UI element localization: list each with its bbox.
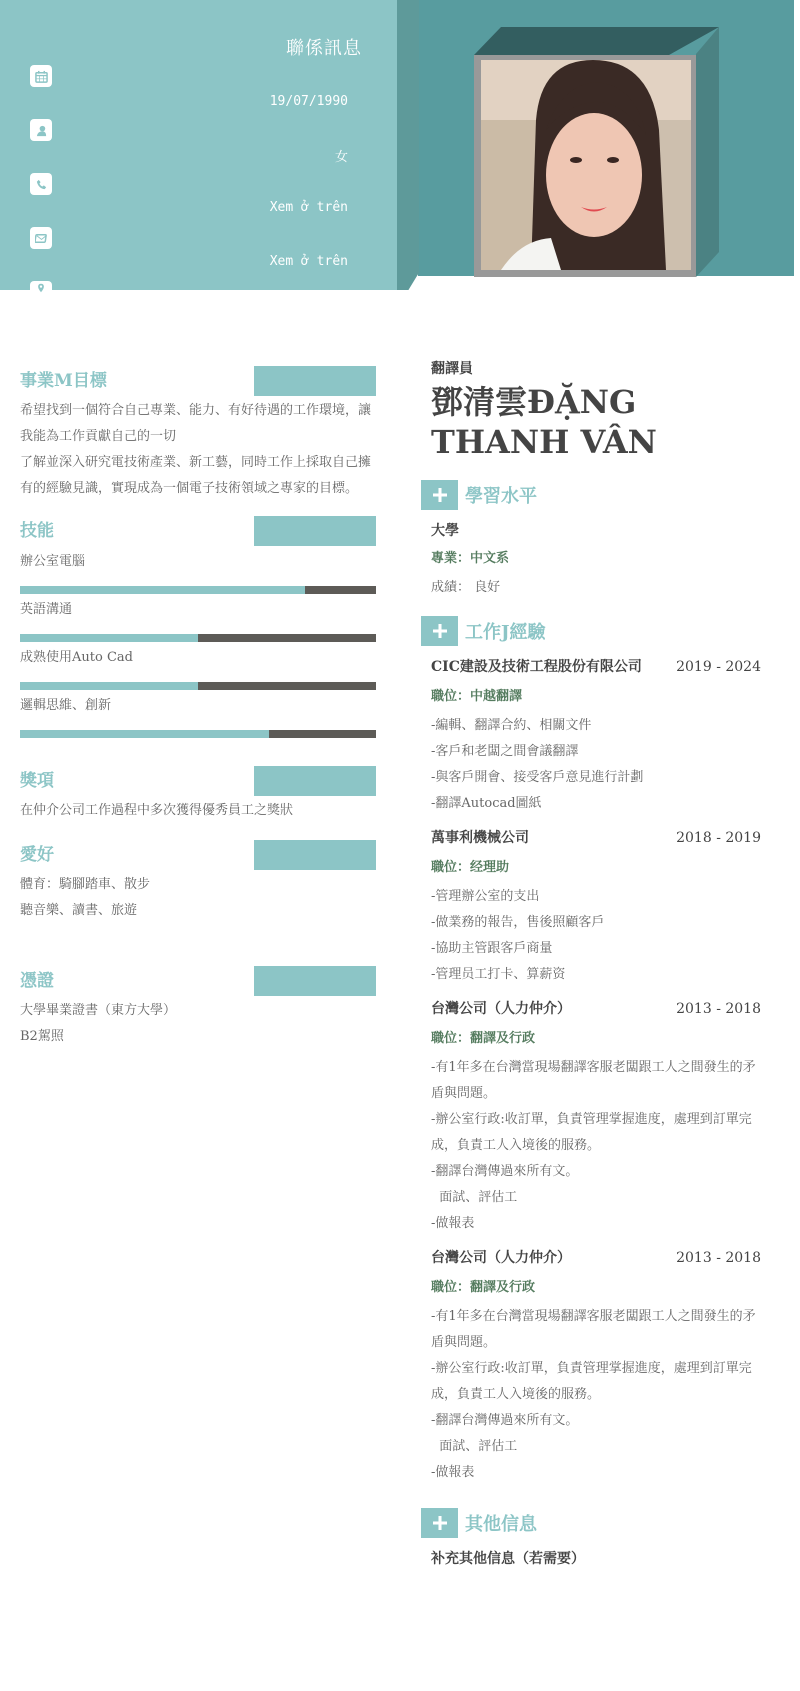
job-header xyxy=(431,656,761,678)
location-icon xyxy=(30,281,52,290)
experience-title: 工作J經驗 xyxy=(465,622,546,643)
other-text: 补充其他信息（若需要） xyxy=(431,1551,585,1567)
job-duties xyxy=(431,713,761,817)
skill-fill xyxy=(20,730,269,738)
hobby-line: 聽音樂、讀書、旅遊 xyxy=(20,903,138,918)
job-position: 職位：中越翻譯 xyxy=(431,689,523,704)
phone-icon xyxy=(30,173,52,195)
job-entry xyxy=(421,827,761,988)
skill-bar xyxy=(20,682,376,690)
education-title: 學習水平 xyxy=(465,486,537,507)
job-duties xyxy=(431,1055,761,1237)
job-duty: -翻譯Autocad圖紙 xyxy=(431,796,542,811)
job-duty: -有1年多在台灣當現場翻譯客服老闆跟工人之間發生的矛盾與問題。 xyxy=(431,1060,756,1101)
job-duty: -辦公室行政:收訂單，負責管理掌握進度，處理到訂單完成，負責工人入境後的服務。 xyxy=(431,1112,752,1153)
skill-fill xyxy=(20,634,198,642)
objective-section xyxy=(20,366,376,502)
email-icon xyxy=(30,227,52,249)
section-title-bar xyxy=(254,966,376,996)
job-duty: -協助主管跟客戶商量 xyxy=(431,941,553,956)
job-entry xyxy=(421,656,761,817)
hobby-line: 體育：騎腳踏車、散步 xyxy=(20,877,151,892)
skill-bar xyxy=(20,634,376,642)
job-header xyxy=(431,1247,761,1269)
calendar-icon xyxy=(30,65,52,87)
job-position: 職位：经理助 xyxy=(431,860,510,875)
job-dates: 2013 - 2018 xyxy=(676,1001,761,1017)
certificate-line: 大學畢業證書（東方大學） xyxy=(20,1003,177,1018)
education-school: 大學 xyxy=(431,523,459,539)
skill-bar xyxy=(20,730,376,738)
skill-label: 英語溝通 xyxy=(20,602,73,617)
section-title-bar xyxy=(254,766,376,796)
job-company: 萬事利機械公司 xyxy=(431,830,529,846)
hobbies-section xyxy=(20,840,376,924)
plus-icon xyxy=(421,616,458,646)
certificate-line: B2駕照 xyxy=(20,1029,64,1044)
skill-bar xyxy=(20,586,376,594)
education-major: 專業：中文系 xyxy=(431,551,510,566)
job-duty: -翻譯台灣傳過來所有文。 xyxy=(431,1164,579,1179)
skill-label: 成熟使用Auto Cad xyxy=(20,650,133,665)
education-header xyxy=(421,480,761,510)
email-value: Xem ở trên xyxy=(269,254,348,269)
skill-label: 邏輯思維、創新 xyxy=(20,698,112,713)
birthdate-value: 19/07/1990 xyxy=(269,94,348,109)
job-duty: -做報表 xyxy=(431,1465,475,1480)
job-duty: -管理员工打卡、算薪资 xyxy=(431,967,566,982)
job-duty: -辦公室行政:收訂單，負責管理掌握進度，處理到訂單完成，負責工人入境後的服務。 xyxy=(431,1361,752,1402)
awards-title: 獎項 xyxy=(20,771,54,791)
job-position: 職位：翻譯及行政 xyxy=(431,1280,536,1295)
objective-line: 了解並深入研究電技術產業、新工藝，同時工作上採取自己擁有的經驗見識，實現成為一個電子技術領域之專家的目標。 xyxy=(20,455,372,496)
job-company: 台灣公司（人力仲介） xyxy=(431,1001,571,1017)
plus-icon xyxy=(421,480,458,510)
skill-fill xyxy=(20,682,198,690)
job-entry xyxy=(421,1247,761,1486)
job-position: 職位：翻譯及行政 xyxy=(431,1031,536,1046)
certificates-title: 憑證 xyxy=(20,971,54,991)
hobbies-title: 愛好 xyxy=(20,845,54,865)
objective-title: 事業M目標 xyxy=(20,371,107,391)
phone-value: Xem ở trên xyxy=(269,200,348,215)
job-duty: -與客戶開會、接受客戶意見進行計劃 xyxy=(431,770,644,785)
objective-line: 希望找到一個符合自己專業、能力、有好待遇的工作環境，讓我能為工作貢獻自己的一切 xyxy=(20,403,372,444)
skills-title: 技能 xyxy=(20,521,54,541)
job-duty: -編輯、翻譯合約、相關文件 xyxy=(431,718,592,733)
awards-section xyxy=(20,766,376,824)
job-header xyxy=(431,998,761,1020)
job-dates: 2019 - 2024 xyxy=(676,659,761,675)
skills-section xyxy=(20,516,376,738)
header-divider-strip xyxy=(397,0,419,290)
section-title-bar xyxy=(254,366,376,396)
profile-photo xyxy=(481,60,691,270)
skill-fill xyxy=(20,586,305,594)
other-title: 其他信息 xyxy=(465,1514,537,1535)
job-header xyxy=(431,827,761,849)
photo-frame-side xyxy=(696,27,719,277)
skill-label: 辦公室電腦 xyxy=(20,554,86,569)
left-column xyxy=(20,366,376,1050)
job-duty: 面試、評估工 xyxy=(431,1439,518,1454)
job-duty: -管理辦公室的支出 xyxy=(431,889,540,904)
contact-title: 聯係訊息 xyxy=(286,38,362,59)
gender-value: 女 xyxy=(334,150,348,165)
user-icon xyxy=(30,119,52,141)
section-title-bar xyxy=(254,516,376,546)
job-duty: -客戶和老闆之間會議翻譯 xyxy=(431,744,579,759)
job-duty: -做報表 xyxy=(431,1216,475,1231)
job-duty: -有1年多在台灣當現場翻譯客服老闆跟工人之間發生的矛盾與問題。 xyxy=(431,1309,756,1350)
job-company: CIC建設及技術工程股份有限公司 xyxy=(431,659,642,675)
job-duty: 面試、評估工 xyxy=(431,1190,518,1205)
certificates-section xyxy=(20,966,376,1050)
job-role: 翻譯員 xyxy=(431,361,473,377)
section-title-bar xyxy=(254,840,376,870)
plus-icon xyxy=(421,1508,458,1538)
job-duty: -做業務的報告，售後照顧客戶 xyxy=(431,915,605,930)
job-entry xyxy=(421,998,761,1237)
job-company: 台灣公司（人力仲介） xyxy=(431,1250,571,1266)
education-grade: 成績： 良好 xyxy=(431,580,501,595)
job-duties xyxy=(431,884,761,988)
award-line: 在仲介公司工作過程中多次獲得優秀員工之獎狀 xyxy=(20,803,294,818)
right-column xyxy=(421,358,761,1568)
job-duty: -翻譯台灣傳過來所有文。 xyxy=(431,1413,579,1428)
experience-header xyxy=(421,616,761,646)
job-dates: 2013 - 2018 xyxy=(676,1250,761,1266)
full-name: 鄧清雲ĐẶNG THANH VÂN xyxy=(431,383,657,461)
other-header xyxy=(421,1508,761,1538)
job-duties xyxy=(431,1304,761,1486)
profile-photo-frame xyxy=(474,55,696,277)
job-dates: 2018 - 2019 xyxy=(676,830,761,846)
